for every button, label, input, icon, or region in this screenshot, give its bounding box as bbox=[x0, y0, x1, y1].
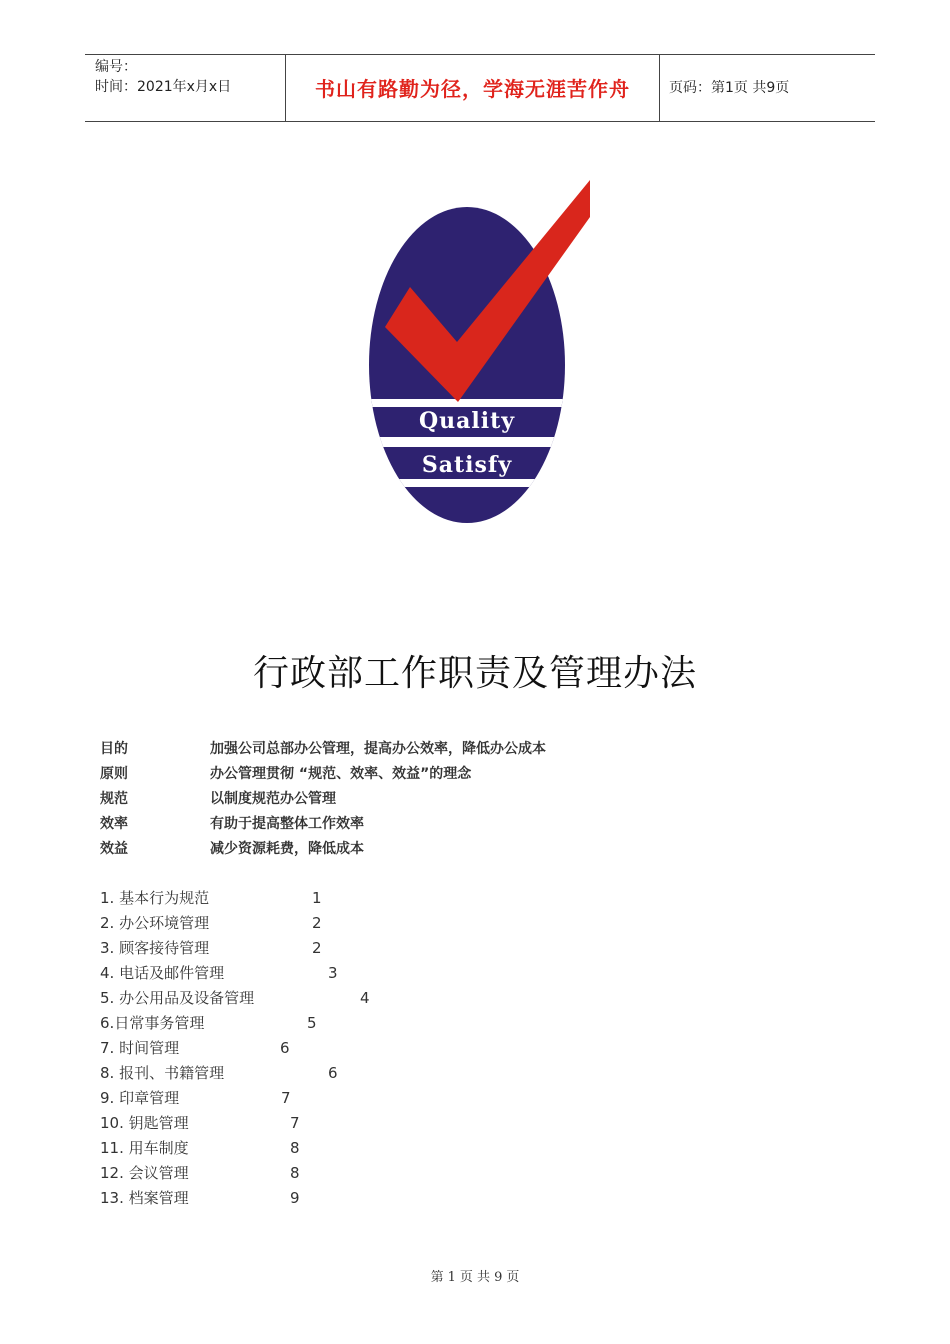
toc-number: 6. bbox=[100, 1014, 115, 1032]
page-footer bbox=[0, 1266, 950, 1285]
page-header bbox=[85, 54, 875, 122]
toc-entry[interactable] bbox=[100, 1186, 300, 1211]
toc-page: 8 bbox=[290, 1139, 300, 1157]
motto: 书山有路勤为径，学海无涯苦作舟 bbox=[315, 77, 630, 101]
document-title: 行政部工作职责及管理办法 bbox=[252, 653, 697, 694]
toc-page: 8 bbox=[290, 1164, 300, 1182]
footer-prefix: 第 bbox=[430, 1270, 444, 1285]
toc-page: 2 bbox=[312, 914, 322, 932]
toc-number: 4. bbox=[100, 964, 120, 982]
toc-number: 8. bbox=[100, 1064, 120, 1082]
header-meta bbox=[85, 55, 286, 122]
toc-number: 3. bbox=[100, 939, 120, 957]
principle-key: 效益 bbox=[100, 841, 128, 857]
toc-title: 基本行为规范 bbox=[119, 889, 210, 907]
logo-band-bottom bbox=[360, 479, 600, 487]
toc-number: 9. bbox=[100, 1089, 120, 1107]
toc-entry[interactable] bbox=[100, 1161, 300, 1186]
toc-title: 时间管理 bbox=[119, 1039, 180, 1057]
toc-title: 办公用品及设备管理 bbox=[119, 989, 255, 1007]
toc-page: 9 bbox=[290, 1189, 300, 1207]
logo-band-top bbox=[360, 399, 600, 407]
toc-title: 日常事务管理 bbox=[114, 1014, 205, 1032]
toc-title: 会议管理 bbox=[128, 1164, 189, 1182]
footer-mid: 页 共 bbox=[459, 1270, 491, 1285]
number-label: 编号： bbox=[95, 59, 137, 75]
toc-title: 档案管理 bbox=[128, 1189, 189, 1207]
table-of-contents bbox=[100, 886, 370, 1211]
toc-number: 10. bbox=[100, 1114, 129, 1132]
toc-entry[interactable] bbox=[100, 1136, 300, 1161]
principle-key: 目的 bbox=[100, 741, 128, 757]
footer-page-number: 1 bbox=[447, 1270, 456, 1285]
footer-suffix: 页 bbox=[506, 1270, 520, 1285]
toc-number: 7. bbox=[100, 1039, 120, 1057]
principle-key: 规范 bbox=[100, 791, 128, 807]
toc-number: 5. bbox=[100, 989, 120, 1007]
toc-entry[interactable] bbox=[100, 1011, 317, 1036]
toc-page: 6 bbox=[280, 1039, 290, 1057]
toc-number: 12. bbox=[100, 1164, 129, 1182]
toc-entry[interactable] bbox=[100, 886, 322, 911]
header-motto-cell bbox=[286, 55, 660, 122]
principle-key: 原则 bbox=[100, 766, 128, 782]
toc-entry[interactable] bbox=[100, 911, 322, 936]
toc-title: 电话及邮件管理 bbox=[119, 964, 225, 982]
principle-value: 以制度规范办公管理 bbox=[210, 791, 336, 807]
principle-value: 减少资源耗费，降低成本 bbox=[210, 841, 364, 857]
toc-page: 4 bbox=[360, 989, 370, 1007]
logo-text-quality: Quality bbox=[418, 408, 516, 434]
toc-number: 13. bbox=[100, 1189, 129, 1207]
toc-entry[interactable] bbox=[100, 1061, 338, 1086]
time-label: 时间：2021年x月x日 bbox=[95, 79, 232, 95]
principle-value: 有助于提高整体工作效率 bbox=[210, 816, 364, 832]
toc-entry[interactable] bbox=[100, 961, 338, 986]
toc-title: 办公环境管理 bbox=[119, 914, 210, 932]
toc-page: 1 bbox=[312, 889, 322, 907]
toc-entry[interactable] bbox=[100, 1086, 291, 1111]
toc-page: 6 bbox=[328, 1064, 338, 1082]
logo-text-satisfy: Satisfy bbox=[421, 452, 513, 478]
principle-value: 办公管理贯彻 “规范、效率、效益”的理念 bbox=[210, 766, 472, 782]
principle-value: 加强公司总部办公管理，提高办公效率，降低办公成本 bbox=[210, 741, 546, 757]
footer-total-pages: 9 bbox=[494, 1270, 503, 1285]
toc-page: 7 bbox=[290, 1114, 300, 1132]
toc-entry[interactable] bbox=[100, 1036, 290, 1061]
logo-band-mid bbox=[360, 437, 600, 447]
toc-title: 印章管理 bbox=[119, 1089, 180, 1107]
principle-key: 效率 bbox=[100, 816, 128, 832]
toc-title: 钥匙管理 bbox=[128, 1114, 189, 1132]
toc-page: 5 bbox=[307, 1014, 317, 1032]
toc-entry[interactable] bbox=[100, 986, 370, 1011]
toc-number: 11. bbox=[100, 1139, 129, 1157]
toc-title: 用车制度 bbox=[128, 1139, 189, 1157]
toc-entry[interactable] bbox=[100, 936, 322, 961]
toc-page: 7 bbox=[281, 1089, 291, 1107]
quality-logo bbox=[360, 175, 600, 530]
toc-title: 顾客接待管理 bbox=[119, 939, 210, 957]
toc-number: 2. bbox=[100, 914, 120, 932]
toc-title: 报刊、书籍管理 bbox=[119, 1064, 225, 1082]
toc-page: 2 bbox=[312, 939, 322, 957]
toc-entry[interactable] bbox=[100, 1111, 300, 1136]
toc-page: 3 bbox=[328, 964, 338, 982]
toc-number: 1. bbox=[100, 889, 120, 907]
header-page-info: 页码：第1页 共9页 bbox=[669, 80, 790, 96]
